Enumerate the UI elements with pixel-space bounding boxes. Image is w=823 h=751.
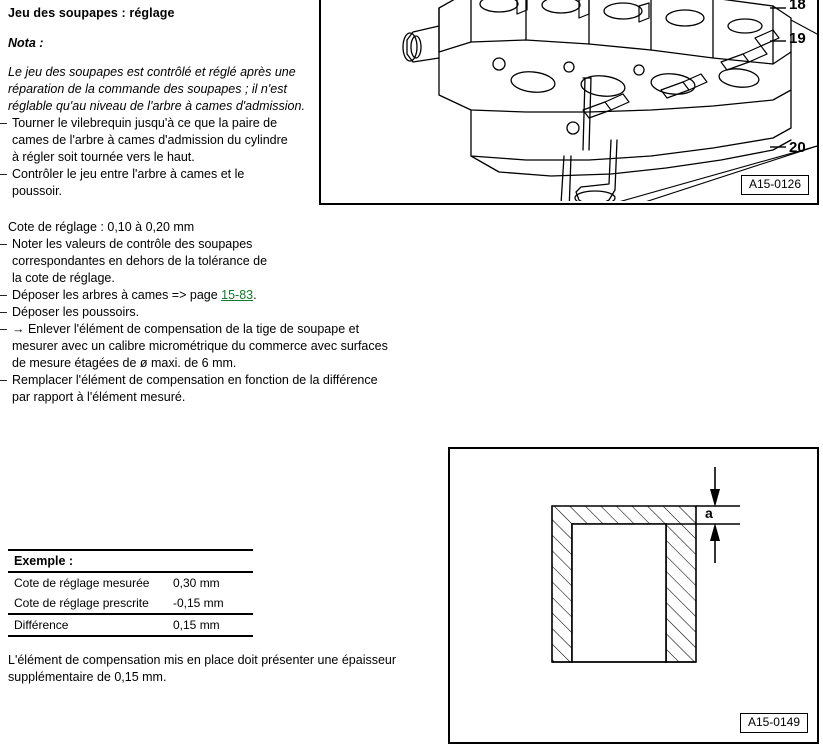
list-item-label-suffix: . <box>253 288 257 302</box>
dash-bullet-icon: – <box>0 288 7 302</box>
cylinder-head-drawing <box>321 0 817 201</box>
callout-number-19: 19 <box>789 30 806 47</box>
nota-paragraph: Le jeu des soupapes est contrôlé et réglé après une réparation de la commande des soupapes ; il n'est réglable qu'au niveau de l'arbre à cames d'admission. <box>8 65 305 113</box>
dash-bullet-icon: – <box>0 322 7 336</box>
list-item-label: Contrôler le jeu entre l'arbre à cames et le poussoir. <box>12 167 245 198</box>
list-item-label: Déposer les poussoirs. <box>12 305 140 319</box>
procedure-list-1 <box>0 115 290 200</box>
list-item <box>0 287 275 304</box>
dash-bullet-icon: – <box>0 305 7 319</box>
callout-number-20: 20 <box>789 139 806 156</box>
page-cross-reference-link[interactable]: 15-83 <box>221 288 254 302</box>
table-row <box>8 572 253 593</box>
page-title: Jeu des soupapes : réglage <box>8 6 175 20</box>
row-value: 0,30 mm <box>173 576 220 590</box>
list-item <box>0 304 275 321</box>
dimension-label-a: a <box>705 505 713 521</box>
list-item-label: Déposer les arbres à cames => page <box>12 288 222 302</box>
callout-number-18: 18 <box>789 0 806 13</box>
list-item <box>0 166 290 200</box>
list-item <box>0 372 390 406</box>
nota-heading: Nota : <box>8 36 44 50</box>
dash-bullet-icon: – <box>0 116 7 130</box>
row-value: -0,15 mm <box>173 593 253 614</box>
figure-reference-code: A15-0126 <box>741 175 809 195</box>
list-item <box>0 321 390 372</box>
list-item-label: → Enlever l'élément de compensation de la tige de soupape et mesurer avec un calibre micrométrique du commerce avec surfaces de mesure étagées de ø maxi. de 6 mm. <box>12 322 388 370</box>
table-row <box>8 614 253 636</box>
procedure-list-2 <box>0 236 275 321</box>
figure-cylinder-head <box>319 0 819 205</box>
list-item-label: Tourner le vilebrequin jusqu'à ce que la paire de cames de l'arbre à cames d'admission du cylindre à régler soit tournée vers le haut. <box>12 116 288 164</box>
dash-bullet-icon: – <box>0 373 7 387</box>
dash-bullet-icon: – <box>0 167 7 181</box>
row-label: Cote de réglage prescrite <box>8 593 173 614</box>
list-item <box>0 115 290 166</box>
adjustment-spec-line: Cote de réglage : 0,10 à 0,20 mm <box>8 220 195 234</box>
compensation-element-cross-section <box>450 449 817 742</box>
list-item-label: Noter les valeurs de contrôle des soupapes correspondantes en dehors de la tolérance de la cote de réglage. <box>12 237 268 285</box>
callout-leader-lines <box>770 0 823 170</box>
row-label: Différence <box>8 614 173 636</box>
figure-reference-code: A15-0149 <box>740 713 808 733</box>
row-label: Cote de réglage mesurée <box>14 576 150 590</box>
procedure-list-3 <box>0 321 390 406</box>
example-table-heading: Exemple : <box>8 550 253 572</box>
list-item-label: Remplacer l'élément de compensation en fonction de la différence par rapport à l'élément mesuré. <box>12 373 378 404</box>
row-value: 0,15 mm <box>173 614 253 636</box>
closing-paragraph: L'élément de compensation mis en place doit présenter une épaisseur supplémentaire de 0,15 mm. <box>8 653 397 684</box>
figure-compensation-element <box>448 447 819 744</box>
example-table <box>8 549 253 637</box>
list-item <box>0 236 275 287</box>
table-row <box>8 593 253 614</box>
dash-bullet-icon: – <box>0 237 7 251</box>
table-header-row <box>8 550 253 572</box>
